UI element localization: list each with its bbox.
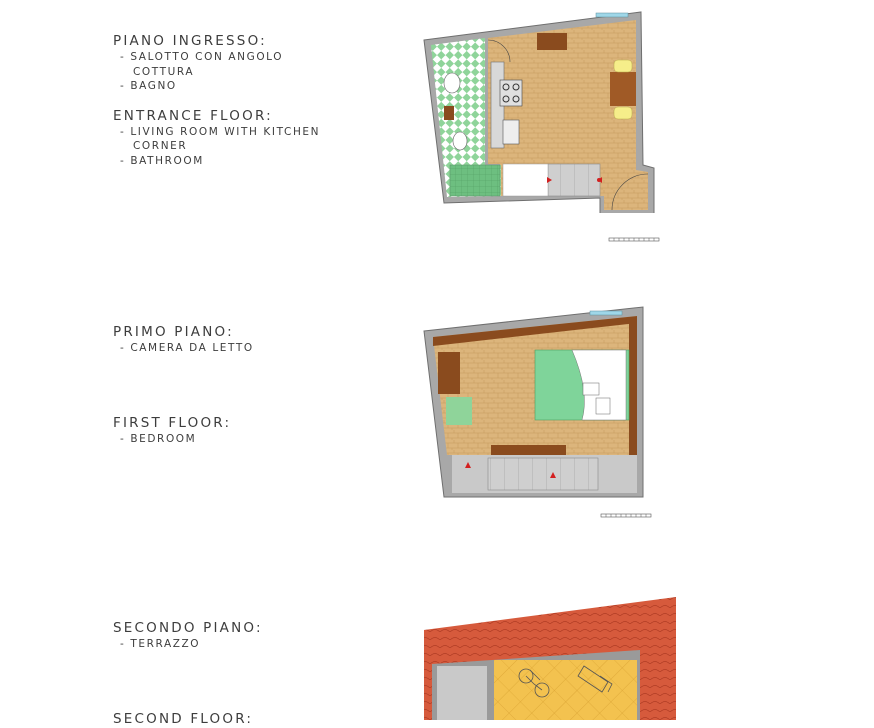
cabinet [537, 33, 567, 50]
first-item-it-1: - CAMERA DA LETTO [120, 342, 254, 354]
second-item-it-1: - TERRAZZO [120, 638, 201, 650]
first-scale-bar [600, 513, 652, 519]
toilet [453, 132, 467, 150]
entrance-scale-bar [608, 237, 660, 243]
entrance-item-it-1: - SALOTTO CON ANGOLO [120, 51, 284, 63]
second-title-it: SECONDO PIANO: [113, 620, 263, 636]
entrance-title-it: PIANO INGRESSO: [113, 33, 267, 49]
second-title-en: SECOND FLOOR: [113, 710, 254, 727]
second-floor-description [113, 620, 263, 728]
stair-exit [437, 666, 487, 720]
window [596, 13, 628, 17]
window [590, 311, 622, 315]
first-floor-description [113, 324, 254, 446]
entrance-item-en-1: - LIVING ROOM WITH KITCHEN [120, 125, 321, 138]
first-title-it: PRIMO PIANO: [113, 324, 234, 340]
second-floor-plan [418, 592, 680, 720]
cooktop [500, 80, 522, 106]
entrance-item-en-1-cont: CORNER [133, 140, 188, 152]
terrace-floor [494, 660, 637, 720]
stairs [488, 458, 598, 490]
entrance-floor-plan [418, 8, 663, 213]
entrance-item-it-2: - BAGNO [120, 80, 177, 92]
entrance-title-en: ENTRANCE FLOOR: [113, 107, 273, 124]
shower-tray [450, 165, 500, 196]
entrance-floor-description [113, 33, 320, 168]
first-title-en: FIRST FLOOR: [113, 414, 232, 431]
desk [438, 352, 460, 394]
stairs [548, 164, 600, 196]
armchair [446, 397, 472, 425]
sink [503, 120, 519, 144]
entrance-item-it-1-cont: COTTURA [133, 65, 195, 78]
first-item-en-1: - BEDROOM [120, 432, 197, 445]
entrance-item-en-2: - BATHROOM [120, 154, 204, 167]
dining-table [610, 72, 636, 106]
washbasin [444, 73, 460, 93]
first-floor-plan [418, 302, 650, 502]
bathroom-cabinet [444, 106, 454, 120]
